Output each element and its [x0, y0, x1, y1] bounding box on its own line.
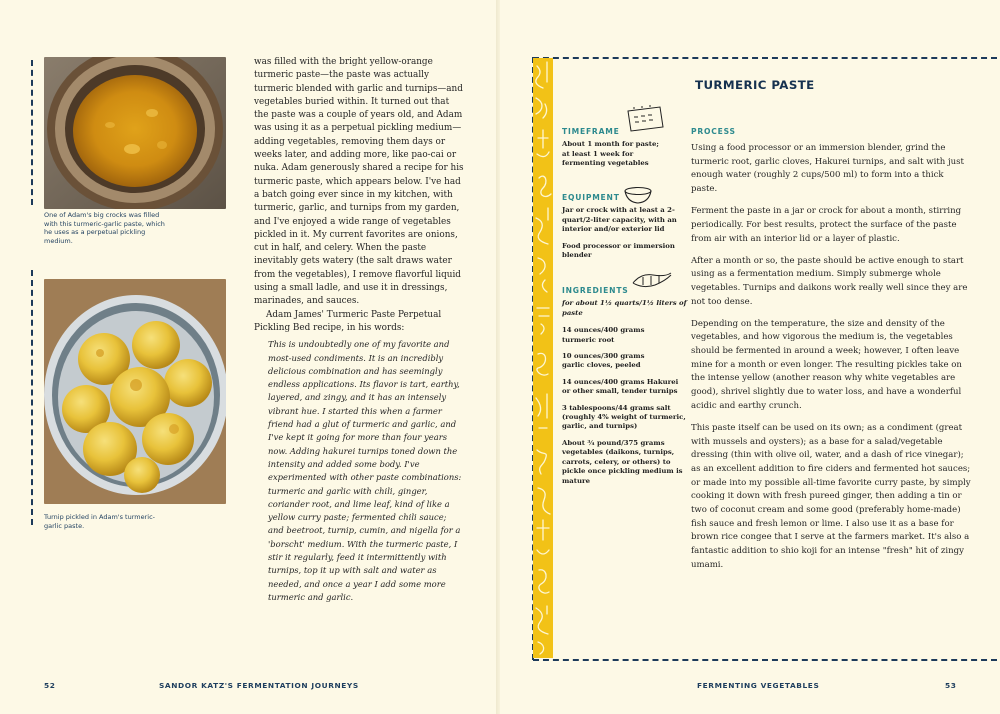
crock-photo	[44, 57, 226, 209]
right-page-number: 53	[945, 681, 957, 690]
ingredient-item: 10 ounces/300 grams garlic cloves, peeled	[562, 352, 645, 370]
left-page-number: 52	[44, 681, 56, 690]
timeframe-text: About 1 month for paste; at least 1 week for fermenting vegetables	[562, 140, 659, 168]
process-step: Ferment the paste in a jar or crock for about a month, stirring periodically. For best results, protect the surface of the paste from air with an interior lid or a layer of plastic.	[691, 206, 962, 244]
recipe-title: TURMERIC PASTE	[695, 78, 815, 92]
turnips-photo	[44, 279, 226, 504]
process-step: Using a food processor or an immersion blender, grind the turmeric root, garlic cloves, Hakurei turnips, and salt with just enough water (roughly 2 cups/500 ml) to form into a thick paste.	[691, 143, 964, 195]
crock-caption: One of Adam's big crocks was filled with this turmeric-garlic paste, which he uses as a perpetual pickling medium.	[44, 211, 165, 245]
ingredient-item: About ¾ pound/375 grams vegetables (daikons, turnips, carrots, celery, or others) to pickle once pickling medium is mature	[562, 438, 683, 485]
timeframe-section	[562, 127, 688, 176]
handdrawn-pattern	[533, 58, 553, 658]
left-margin-dash-bottom	[31, 270, 33, 525]
right-running-title: FERMENTING VEGETABLES	[697, 681, 820, 690]
turmeric-decor-strip	[533, 58, 553, 658]
ingredients-section	[562, 286, 688, 493]
equipment-item: Jar or crock with at least a 2-quart/2-liter capacity, with an interior and/or exterior lid	[562, 206, 677, 234]
adam-quote: This is undoubtedly one of my favorite and most-used condiments. It is an incredibly delicious combination and has seemingly endless applications. Its flavor is tart, earthy, layered, and zingy, and it has an intensely vibrant hue. I started this when a farmer friend had a glut of turmeric and garlic, and I've kept it going for more than four years now. Adding hakurei turnips toned down the intensity and added some body. I've experimented with other paste combinations: turmeric and garlic with chili, ginger, coriander root, and lime leaf, kind of like a yellow curry paste; fermented chili sauce; and beetroot, turnip, cumin, and nigella for a 'borscht' medium. With the turmeric paste, I stir it regularly, feed it intermittently with turnips, top it up with salt and water as needed, and once a year I add some more turmeric and garlic.	[268, 339, 462, 602]
process-step: After a month or so, the paste should be active enough to start using as a fermentation medium. Simply submerge whole vegetables. Turnips and daikons work really well since they are not too dense.	[691, 255, 968, 307]
body-text-column	[254, 56, 464, 604]
equipment-section	[562, 193, 688, 267]
process-text	[691, 142, 972, 581]
turnips-caption: Turnip pickled in Adam's turmeric-garlic paste.	[44, 513, 156, 530]
ingredient-item: 14 ounces/400 grams turmeric root	[562, 326, 645, 344]
body-paragraph: was filled with the bright yellow-orange turmeric paste—the paste was actually turmeric blended with garlic and turnips—and vegetables buried within. It turned out that the paste was a couple of years old, and Adam was using it as a perpetual pickling medium—adding vegetables, removing them days or weeks later, and adding more, like pao-cai or nuka. Adam generously shared a recipe for his turmeric paste, which appears below. I've had a batch going ever since in my kitchen, with turmeric, garlic, and turnips from my garden, and I've enjoyed a wide range of vegetables pickled in it. My current favorites are onions, cut in half, and celery. When the paste inevitably gets watery (the salt draws water from the vegetables), I remove flavorful liquid using a small ladle, and use it in dressings, marinades, and sauces.	[254, 57, 464, 307]
process-step: Depending on the temperature, the size and density of the vegetables, and how vigorous the medium is, the vegetables should be fermented in around a week; however, I often leave mine for a month or even longer. The resulting pickles take on the intense yellow (another reason why white vegetables are good), shrivel slightly due to water loss, and have a wonderful acidic and earthy crunch.	[691, 318, 962, 411]
turnips-illustration	[44, 279, 226, 504]
equipment-item: Food processor or immersion blender	[562, 241, 675, 260]
crock-illustration	[44, 57, 226, 209]
equipment-heading: EQUIPMENT	[562, 193, 620, 202]
timeframe-heading: TIMEFRAME	[562, 127, 620, 136]
body-paragraph: Adam James' Turmeric Paste Perpetual Pickling Bed recipe, in his words:	[254, 309, 442, 333]
left-running-title: SANDOR KATZ'S FERMENTATION JOURNEYS	[159, 681, 359, 690]
recipe-frame-top	[533, 57, 997, 59]
ingredient-item: 3 tablespoons/44 grams salt (roughly 4% weight of turmeric, garlic, and turnips)	[562, 403, 686, 431]
recipe-frame-bottom	[533, 659, 997, 661]
ingredients-yield: for about 1½ quarts/1½ liters of paste	[562, 299, 687, 317]
left-margin-dash-top	[31, 60, 33, 205]
ingredient-item: 14 ounces/400 grams Hakurei or other small, tender turnips	[562, 377, 679, 396]
ingredients-heading: INGREDIENTS	[562, 286, 629, 295]
process-step: This paste itself can be used on its own; as a condiment (great with mussels and oysters); as a base for a salad/vegetable dressing (thin with olive oil, water, and a dash of rice vinegar); as an excellent addition to fire ciders and fermented hot sauces; or made into my possible all-time favorite curry paste, by simply cooking it down with fresh pureed ginger, then adding a tin or two of coconut cream and some good (preferably home-made) fish sauce and fresh lemon or lime. I also use it as a base for brown rice congee that I serve at the farmers market. It's also a fantastic addition to shio koji for an intense "fresh" hit of zingy umami.	[691, 422, 971, 570]
process-heading: PROCESS	[691, 127, 736, 136]
